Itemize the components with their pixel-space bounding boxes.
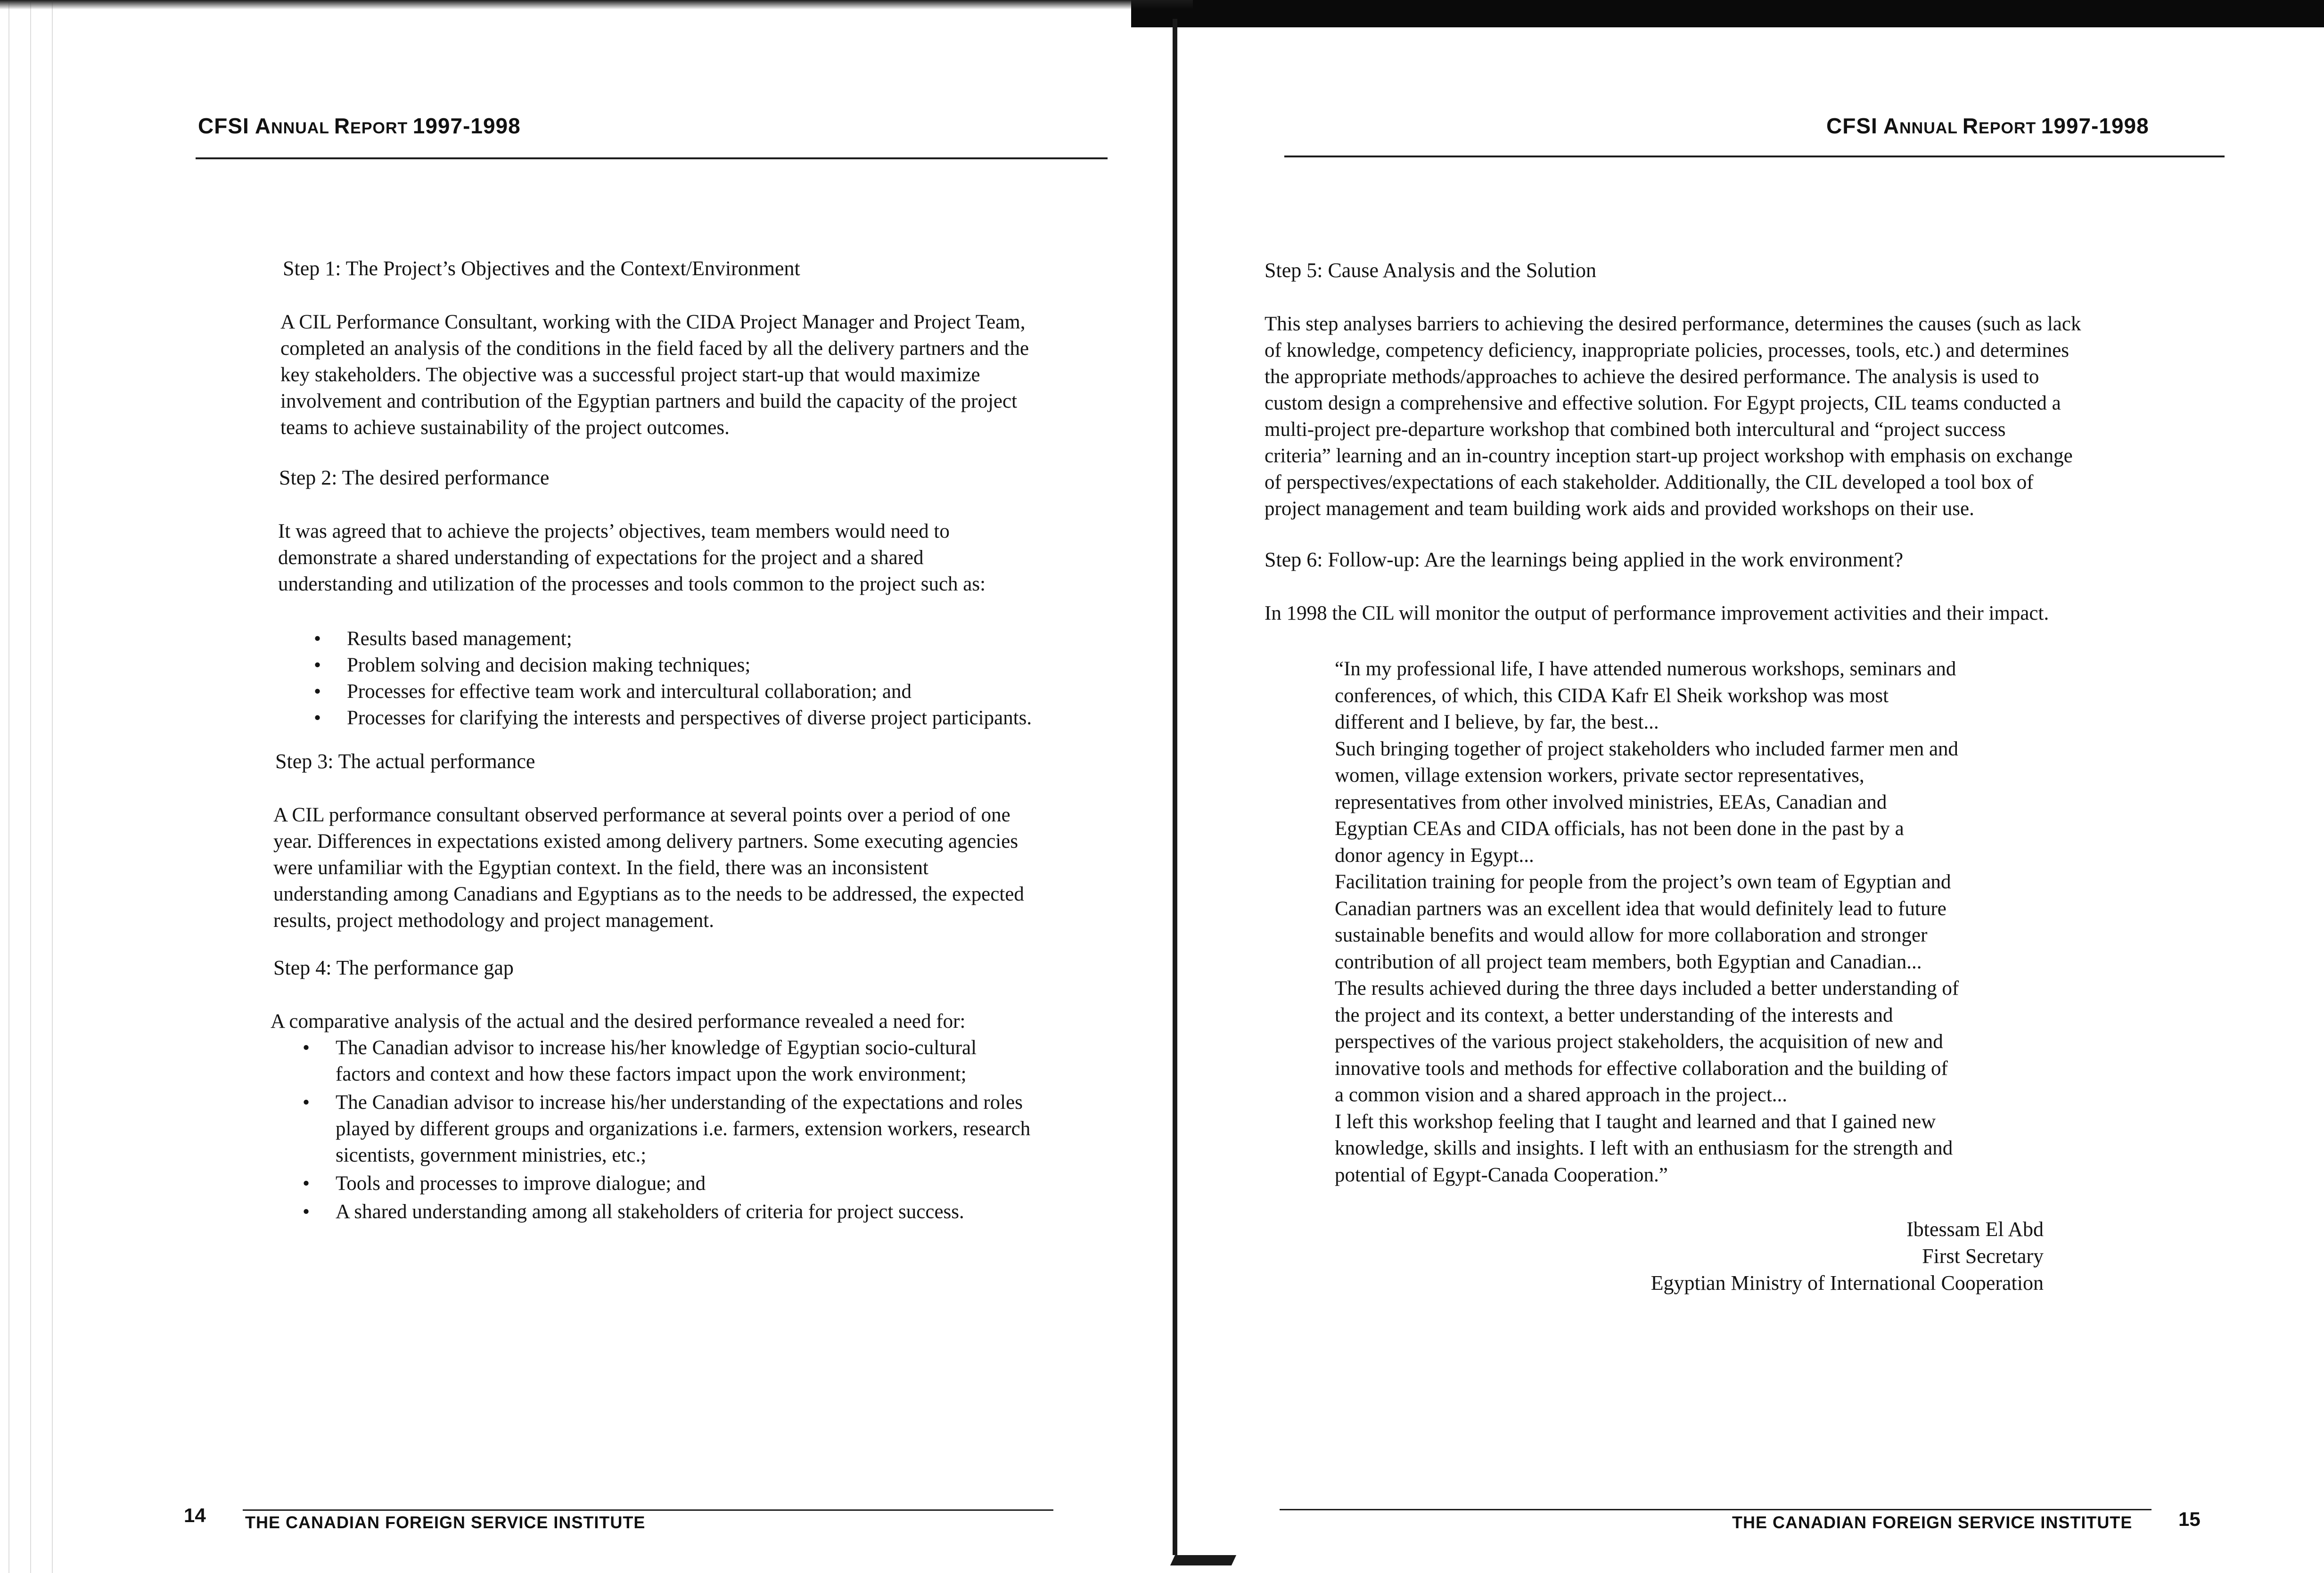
- step1-paragraph: [280, 309, 1155, 441]
- step5-line: of perspectives/expectations of each stakeholder. Additionally, the CIL developed a tool box of: [1265, 471, 2034, 493]
- header-left-annual-cap: A: [255, 114, 271, 138]
- step6-text: In 1998 the CIL will monitor the output of performance improvement activities and their impact.: [1265, 602, 2049, 624]
- list-item: • Problem solving and decision making techniques;: [314, 652, 1155, 679]
- step3-line: were unfamiliar with the Egyptian context. In the field, there was an inconsistent: [273, 857, 928, 879]
- quote-line: representatives from other involved ministries, EEAs, Canadian and: [1335, 791, 1887, 813]
- step5-title: Step 5: Cause Analysis and the Solution: [1265, 259, 1596, 282]
- list-item-line: • The Canadian advisor to increase his/her knowledge of Egyptian socio-cultural: [336, 1037, 977, 1059]
- step3-line: results, project methodology and project management.: [273, 909, 714, 932]
- header-right-rule: [1284, 156, 2225, 157]
- header-right-report-rest: EPORT: [1979, 119, 2041, 137]
- quote-line: perspectives of the various project stakeholders, the acquisition of new and: [1335, 1031, 1943, 1053]
- quote-line: The results achieved during the three days included a better understanding of: [1335, 977, 1959, 1000]
- header-right-year: 1997-1998: [2041, 114, 2149, 138]
- quote-line: I left this workshop feeling that I taught and learned and that I gained new: [1335, 1110, 1936, 1133]
- step1-line: A CIL Performance Consultant, working with the CIDA Project Manager and Project Team,: [280, 311, 1026, 333]
- list-item-line: • A shared understanding among all stakeholders of criteria for project success.: [336, 1201, 964, 1223]
- list-item-line: sicentists, government ministries, etc.;: [336, 1144, 647, 1166]
- quote-line: Egyptian CEAs and CIDA officials, has not been done in the past by a: [1335, 818, 1904, 840]
- step5-line: project management and team building work aids and provided workshops on their use.: [1265, 498, 1974, 520]
- header-left-year: 1997-1998: [412, 114, 521, 138]
- quote-line: the project and its context, a better understanding of the interests and: [1335, 1004, 1893, 1026]
- list-item: [303, 1090, 1155, 1169]
- step1-line: involvement and contribution of the Egyptian partners and build the capacity of the project: [280, 390, 1018, 412]
- quote-line: donor agency in Egypt...: [1335, 844, 1534, 867]
- step4-intro: A comparative analysis of the actual and the desired performance revealed a need for:: [271, 1010, 966, 1032]
- quote-line: potential of Egypt-Canada Cooperation.”: [1335, 1163, 1668, 1186]
- left-page-body: [273, 255, 1155, 1225]
- header-left: [198, 113, 521, 139]
- step1-line: completed an analysis of the conditions in the field faced by all the delivery partners and the: [280, 337, 1029, 360]
- list-item-line: • Tools and processes to improve dialogue; and: [336, 1172, 706, 1195]
- quote-line: different and I believe, by far, the best...: [1335, 711, 1659, 733]
- step1-line: teams to achieve sustainability of the project outcomes.: [280, 417, 730, 439]
- header-right-annual-cap: A: [1883, 114, 1900, 138]
- step2-title: Step 2: The desired performance: [279, 466, 550, 489]
- right-page-body: [1265, 257, 2217, 627]
- testimonial-quote: [1335, 656, 2070, 1188]
- step2-line: It was agreed that to achieve the projects’ objectives, team members would need to: [278, 520, 950, 542]
- signature-organization: Egyptian Ministry of International Cooperation: [1651, 1271, 2044, 1294]
- step5-line: of knowledge, competency deficiency, inappropriate policies, processes, tools, etc.) and determines: [1265, 339, 2069, 361]
- quote-line: Facilitation training for people from the project’s own team of Egyptian and: [1335, 871, 1951, 893]
- step5-line: the appropriate methods/approaches to achieve the desired performance. The analysis is used to: [1265, 366, 2039, 388]
- step5-line: multi-project pre-departure workshop that combined both intercultural and “project success: [1265, 418, 2006, 441]
- quote-line: contribution of all project team members, both Egyptian and Canadian...: [1335, 950, 1922, 973]
- header-left-rule: [196, 157, 1108, 159]
- quote-line: innovative tools and methods for effective collaboration and the building of: [1335, 1057, 1948, 1080]
- list-item: [303, 1171, 1155, 1197]
- step3-title: Step 3: The actual performance: [275, 750, 535, 773]
- testimonial-signature: [1555, 1216, 2044, 1296]
- book-spine: [1173, 19, 1177, 1555]
- step4-bullet-list: [303, 1035, 1155, 1225]
- step6-title: Step 6: Follow-up: Are the learnings being applied in the work environment?: [1265, 548, 1904, 571]
- header-right-org: CFSI: [1826, 114, 1883, 138]
- quote-line: a common vision and a shared approach in the project...: [1335, 1084, 1788, 1106]
- quote-line: Such bringing together of project stakeholders who included farmer men and: [1335, 737, 1959, 760]
- list-item: • Results based management;: [314, 626, 1155, 652]
- step5-line: criteria” learning and an in-country inception start-up project workshop with emphasis on exchange: [1265, 445, 2073, 467]
- page-number-left: 14: [184, 1504, 206, 1526]
- scan-left-margin-marks: [0, 0, 61, 1573]
- quote-line: Canadian partners was an excellent idea that would definitely lead to future: [1335, 897, 1946, 920]
- list-item: • Processes for clarifying the interests and perspectives of diverse project participants.: [314, 705, 1155, 731]
- step3-line: A CIL performance consultant observed performance at several points over a period of one: [273, 804, 1010, 826]
- quote-line: “In my professional life, I have attended numerous workshops, seminars and: [1335, 658, 1956, 680]
- scan-top-shadow-left: [0, 0, 1193, 9]
- scan-top-shadow: [1131, 0, 2324, 27]
- quote-line: women, village extension workers, private sector representatives,: [1335, 764, 1864, 786]
- header-left-annual-rest: NNUAL: [271, 119, 334, 137]
- step5-line: This step analyses barriers to achieving the desired performance, determines the causes (such as lack: [1265, 313, 2081, 335]
- list-item: • Processes for effective team work and intercultural collaboration; and: [314, 679, 1155, 705]
- quote-line: conferences, of which, this CIDA Kafr El Sheik workshop was most: [1335, 684, 1889, 707]
- list-item-line: played by different groups and organizations i.e. farmers, extension workers, research: [336, 1118, 1031, 1140]
- header-right-annual-rest: NNUAL: [1899, 119, 1963, 137]
- signature-name: Ibtessam El Abd: [1906, 1218, 2044, 1241]
- list-item: [303, 1199, 1155, 1225]
- page-number-right: 15: [2178, 1508, 2201, 1530]
- signature-title: First Secretary: [1922, 1245, 2044, 1268]
- header-left-org: CFSI: [198, 114, 255, 138]
- list-item: [303, 1035, 1155, 1088]
- footer-left-rule: [243, 1509, 1053, 1511]
- step1-line: key stakeholders. The objective was a successful project start-up that would maximize: [280, 364, 980, 386]
- quote-line: knowledge, skills and insights. I left with an enthusiasm for the strength and: [1335, 1137, 1953, 1159]
- header-right: [1826, 113, 2149, 139]
- step5-line: custom design a comprehensive and effective solution. For Egypt projects, CIL teams conducted a: [1265, 392, 2061, 414]
- step3-line: year. Differences in expectations existed among delivery partners. Some executing agencies: [273, 830, 1018, 852]
- step2-paragraph: [278, 518, 1155, 598]
- footer-right-rule: [1280, 1509, 2152, 1510]
- step3-paragraph: [273, 802, 1155, 934]
- list-item-line: • The Canadian advisor to increase his/her understanding of the expectations and roles: [336, 1091, 1023, 1114]
- book-spine-foot: [1170, 1555, 1236, 1565]
- step2-line: demonstrate a shared understanding of expectations for the project and a shared: [278, 547, 924, 569]
- list-item-line: factors and context and how these factors impact upon the work environment;: [336, 1063, 967, 1085]
- step3-line: understanding among Canadians and Egyptians as to the needs to be addressed, the expected: [273, 883, 1024, 905]
- header-left-report-cap: R: [334, 114, 351, 138]
- footer-right-institute: THE CANADIAN FOREIGN SERVICE INSTITUTE: [1732, 1513, 2133, 1532]
- footer-left-institute: THE CANADIAN FOREIGN SERVICE INSTITUTE: [245, 1513, 646, 1532]
- step4-title: Step 4: The performance gap: [273, 956, 514, 979]
- step5-paragraph: [1265, 311, 2217, 522]
- header-left-report-rest: EPORT: [350, 119, 413, 137]
- header-right-report-cap: R: [1962, 114, 1979, 138]
- step2-line: understanding and utilization of the processes and tools common to the project such as:: [278, 573, 986, 595]
- quote-line: sustainable benefits and would allow for more collaboration and stronger: [1335, 924, 1928, 946]
- step2-bullet-list: [314, 626, 1155, 731]
- step1-title: Step 1: The Project’s Objectives and the Context/Environment: [283, 257, 800, 280]
